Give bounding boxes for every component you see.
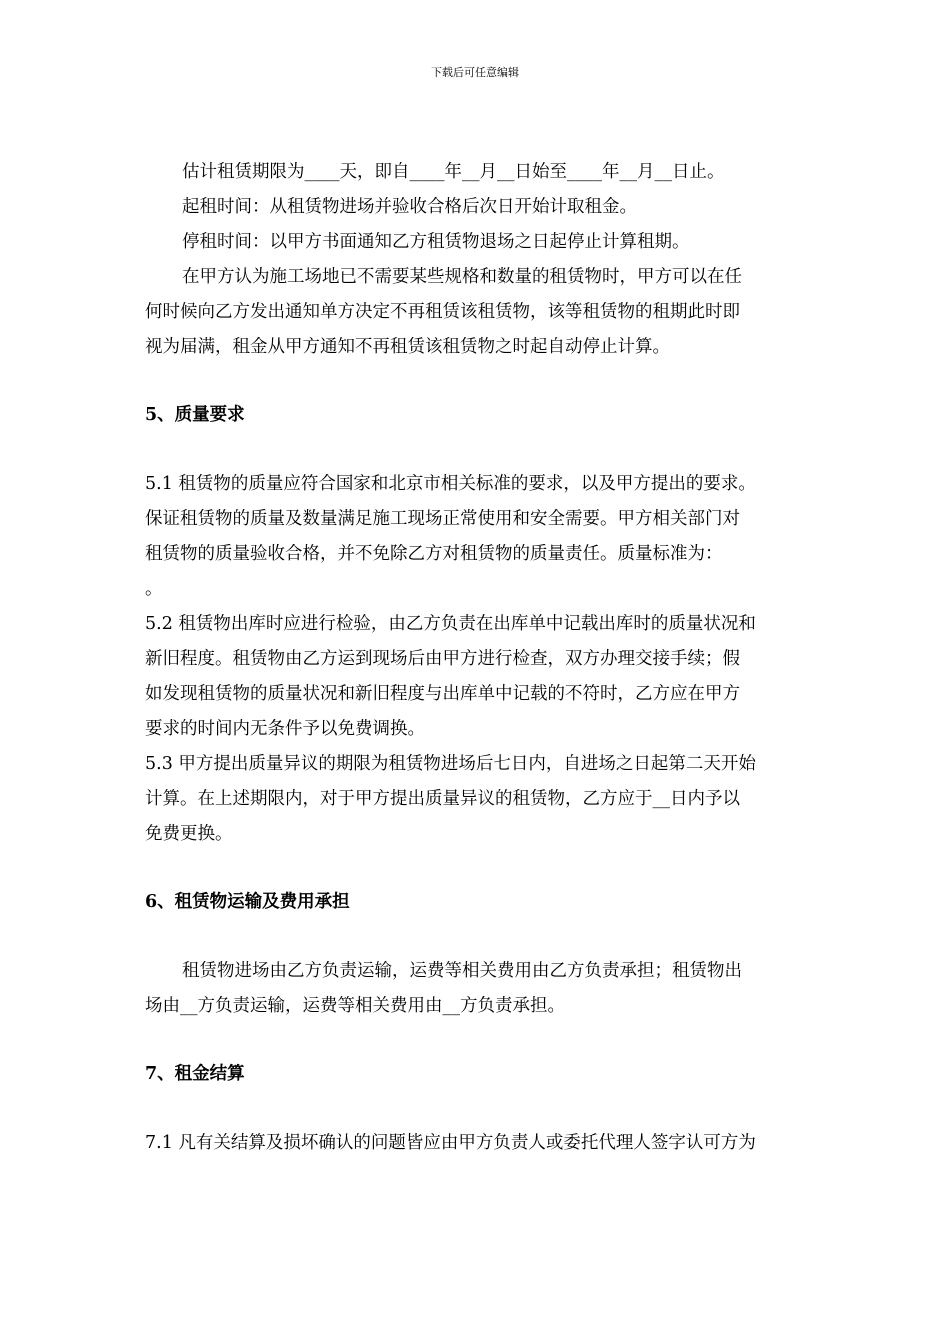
settlement-section (145, 1126, 807, 1161)
section-heading-quality: 5、质量要求 (145, 405, 245, 425)
paragraph-line: 如发现租赁物的质量状况和新旧程度与出库单中记载的不符时，乙方应在甲方 (145, 684, 740, 704)
lease-start-line: 起租时间：从租赁物进场并验收合格后次日开始计取租金。 (182, 197, 637, 217)
paragraph-line: 场由__方负责运输，运费等相关费用由__方负责承担。 (145, 996, 565, 1016)
paragraph-line: 租赁物进场由乙方负责运输，运费等相关费用由乙方负责承担；租赁物出 (182, 961, 742, 981)
paragraph-line: 5.2 租赁物出库时应进行检验，由乙方负责在出库单中记载出库时的质量状况和 (145, 614, 756, 634)
lease-term-line: 估计租赁期限为____天，即自____年__月__日始至____年__月__日止。 (182, 162, 725, 182)
intro-section (145, 155, 807, 365)
paragraph-line: 计算。在上述期限内，对于甲方提出质量异议的租赁物，乙方应于__日内予以 (145, 789, 740, 809)
paragraph-line: 免费更换。 (145, 824, 233, 844)
paragraph-line: 5.1 租赁物的质量应符合国家和北京市相关标准的要求，以及甲方提出的要求。 (145, 474, 756, 494)
section-heading-settlement: 7、租金结算 (145, 1064, 245, 1084)
quality-section (145, 467, 807, 852)
paragraph-line: 要求的时间内无条件予以免费调换。 (145, 719, 425, 739)
paragraph-line: 新旧程度。租赁物由乙方运到现场后由甲方进行检查，双方办理交接手续；假 (145, 649, 740, 669)
paragraph-line: 保证租赁物的质量及数量满足施工现场正常使用和安全需要。甲方相关部门对 (145, 509, 740, 529)
transport-section (145, 954, 807, 1024)
paragraph-line: 。 (145, 579, 163, 599)
paragraph-line: 7.1 凡有关结算及损坏确认的问题皆应由甲方负责人或委托代理人签字认可方为 (145, 1133, 756, 1153)
paragraph-line: 视为届满，租金从甲方通知不再租赁该租赁物之时起自动停止计算。 (145, 337, 670, 357)
paragraph-line: 5.3 甲方提出质量异议的期限为租赁物进场后七日内，自进场之日起第二天开始 (145, 754, 756, 774)
paragraph-line: 何时候向乙方发出通知单方决定不再租赁该租赁物，该等租赁物的租期此时即 (145, 302, 740, 322)
page-header: 下载后可任意编辑 (431, 66, 519, 79)
paragraph-line: 租赁物的质量验收合格，并不免除乙方对租赁物的质量责任。质量标准为： (145, 544, 723, 564)
document-body (145, 155, 807, 1161)
paragraph-line: 在甲方认为施工场地已不需要某些规格和数量的租赁物时，甲方可以在任 (182, 267, 742, 287)
section-heading-transport: 6、租赁物运输及费用承担 (145, 892, 350, 912)
lease-stop-line: 停租时间：以甲方书面通知乙方租赁物退场之日起停止计算租期。 (182, 232, 690, 252)
